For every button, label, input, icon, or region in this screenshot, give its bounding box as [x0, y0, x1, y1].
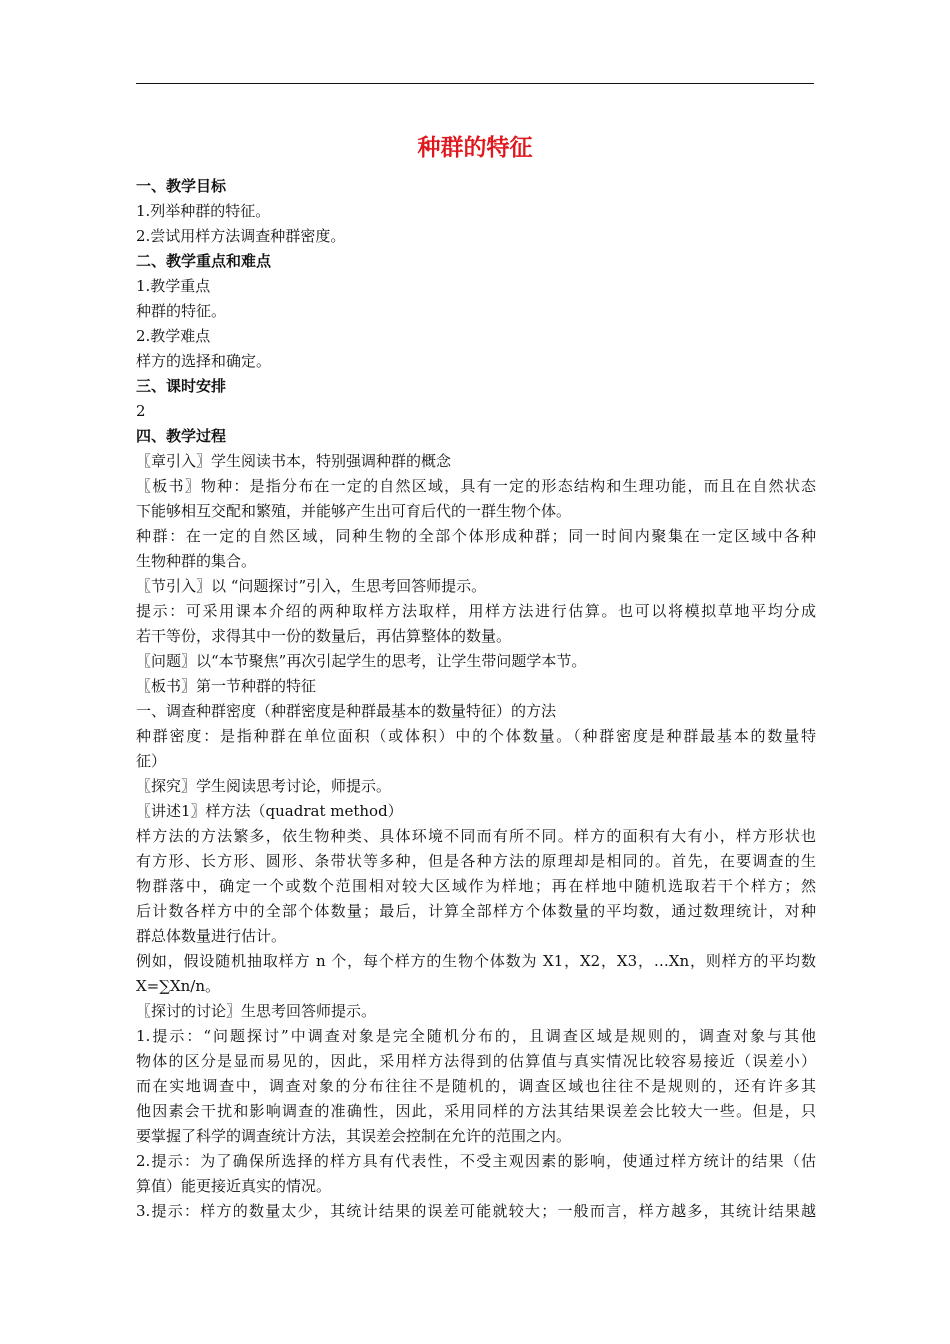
text-line: 〖探究〗学生阅读思考讨论，师提示。 — [136, 777, 392, 795]
text-line: 有方形、长方形、圆形、条带状等多种，但是各种方法的原理却是相同的。首先，在要调查的生 — [136, 852, 816, 870]
text-line: 若干等份，求得其中一份的数量后，再估算整体的数量。 — [136, 627, 512, 645]
text-line: 种群：在一定的自然区域，同种生物的全部个体形成种群；同一时间内聚集在一定区域中各种 — [136, 527, 816, 545]
document-body — [136, 174, 816, 1224]
text-line: 1.列举种群的特征。 — [136, 202, 271, 220]
text-line: 1.教学重点 — [136, 277, 211, 295]
text-line: 物体的区分是显而易见的，因此，采用样方法得到的估算值与真实情况比较容易接近（误差小） — [136, 1052, 816, 1070]
text-line: X=∑Xn/n。 — [136, 977, 221, 995]
text-line: 3.提示：样方的数量太少，其统计结果的误差可能就较大；一般而言，样方越多，其统计结果越 — [136, 1202, 816, 1220]
text-line: 〖节引入〗以 “问题探讨”引入，生思考回答师提示。 — [136, 577, 487, 595]
text-line: 要掌握了科学的调查统计方法，其误差会控制在允许的范围之内。 — [136, 1127, 572, 1145]
header-rule — [136, 83, 814, 84]
text-line: 〖问题〗以“本节聚焦”再次引起学生的思考，让学生带问题学本节。 — [136, 652, 587, 670]
text-line: 〖章引入〗学生阅读书本，特别强调种群的概念 — [136, 452, 452, 470]
text-line: 2 — [136, 402, 146, 420]
text-line: 2.提示：为了确保所选择的样方具有代表性，不受主观因素的影响，使通过样方统计的结果（估 — [136, 1152, 816, 1170]
text-line: 生物种群的集合。 — [136, 552, 257, 570]
text-line: 〖讲述1〗样方法（quadrat method） — [136, 802, 403, 820]
text-line: 他因素会干扰和影响调查的准确性，因此，采用同样的方法其结果误差会比较大一些。但是，只 — [136, 1102, 816, 1120]
text-line: 种群的特征。 — [136, 302, 227, 320]
text-line: 群总体数量进行估计。 — [136, 927, 287, 945]
text-line: 1.提示：“问题探讨”中调查对象是完全随机分布的，且调查区域是规则的，调查对象与其他 — [136, 1027, 816, 1045]
text-line: 种群密度：是指种群在单位面积（或体积）中的个体数量。（种群密度是种群最基本的数量特 — [136, 727, 816, 745]
text-line: 而在实地调查中，调查对象的分布往往不是随机的，调查区域也往往不是规则的，还有许多其 — [136, 1077, 816, 1095]
text-line: 下能够相互交配和繁殖，并能够产生出可育后代的一群生物个体。 — [136, 502, 572, 520]
text-line: 2.教学难点 — [136, 327, 211, 345]
text-line: 算值）能更接近真实的情况。 — [136, 1177, 332, 1195]
text-line: 后计数各样方中的全部个体数量；最后，计算全部样方个体数量的平均数，通过数理统计，对种 — [136, 902, 816, 920]
text-line: 例如，假设随机抽取样方 n 个，每个样方的生物个体数为 X1，X2，X3，…Xn，则样方的平均数 — [136, 952, 816, 970]
text-line: 提示：可采用课本介绍的两种取样方法取样，用样方法进行估算。也可以将模拟草地平均分成 — [136, 602, 816, 620]
text-line: 〖板书〗第一节种群的特征 — [136, 677, 317, 695]
section-heading: 四、教学过程 — [136, 427, 227, 445]
section-heading: 一、教学目标 — [136, 177, 227, 195]
text-line: 物群落中，确定一个或数个范围相对较大区域作为样地；再在样地中随机选取若干个样方；然 — [136, 877, 816, 895]
text-line: 样方法的方法繁多，依生物种类、具体环境不同而有所不同。样方的面积有大有小，样方形状也 — [136, 827, 816, 845]
document-title: 种群的特征 — [417, 135, 533, 161]
text-line: 征） — [136, 752, 167, 770]
text-line: 2.尝试用样方法调查种群密度。 — [136, 227, 346, 245]
text-line: 〖板书〗物种：是指分布在一定的自然区域，具有一定的形态结构和生理功能，而且在自然状态 — [136, 477, 816, 495]
text-line: 样方的选择和确定。 — [136, 352, 272, 370]
section-heading: 三、课时安排 — [136, 377, 227, 395]
section-heading: 二、教学重点和难点 — [136, 252, 272, 270]
text-line: 一、调查种群密度（种群密度是种群最基本的数量特征）的方法 — [136, 702, 557, 720]
text-line: 〖探讨的讨论〗生思考回答师提示。 — [136, 1002, 377, 1020]
